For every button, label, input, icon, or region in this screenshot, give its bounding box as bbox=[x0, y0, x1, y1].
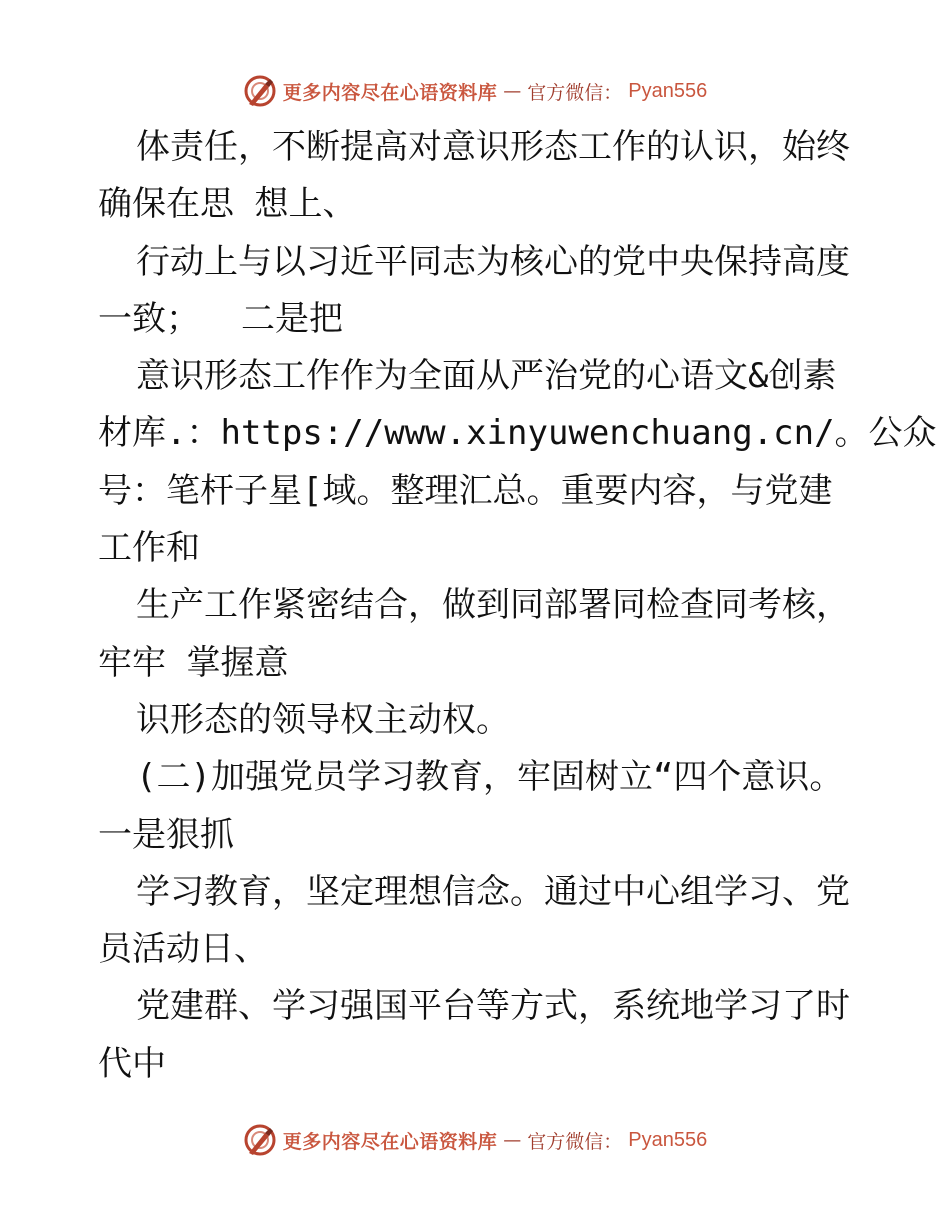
text-line: 号：笔杆子星[域。整理汇总。重要内容，与党建 bbox=[98, 470, 833, 511]
text-line: 员活动日、 bbox=[98, 929, 268, 970]
document-body bbox=[98, 119, 937, 1093]
footer-wechat-label: 官方微信： bbox=[527, 1130, 623, 1153]
text-line: 学习教育，坚定理想信念。通过中心组学习、党 bbox=[136, 871, 850, 912]
text-line: 体责任，不断提高对意识形态工作的认识，始终 bbox=[136, 127, 850, 167]
text-line: 牢牢 掌握意 bbox=[98, 642, 289, 683]
pen-logo-icon bbox=[243, 74, 277, 108]
text-line: 材库.：https://www.xinyuwenchuang.cn/。公众 bbox=[98, 413, 937, 454]
paragraph bbox=[98, 749, 858, 806]
footer-brand-text: 更多内容尽在心语资料库 bbox=[282, 1130, 498, 1153]
header-separator: — bbox=[503, 80, 522, 102]
text-line: 一是狠抓 bbox=[98, 814, 234, 855]
text-line: 生产工作紧密结合，做到同部署同检查同考核， bbox=[136, 585, 850, 626]
paragraph bbox=[98, 348, 858, 405]
footer-wechat-id: Pyan556 bbox=[628, 1128, 708, 1151]
text-line: 代中 bbox=[98, 1043, 166, 1084]
paragraph bbox=[98, 692, 858, 749]
text-line: 工作和 bbox=[98, 528, 200, 569]
text-line: 确保在思 想上、 bbox=[98, 184, 357, 225]
paragraph bbox=[98, 234, 858, 291]
pen-logo-icon bbox=[243, 1123, 277, 1157]
paragraph bbox=[98, 119, 858, 176]
header-brand-text: 更多内容尽在心语资料库 bbox=[282, 81, 498, 104]
text-line: (二)加强党员学习教育，牢固树立“四个意识。 bbox=[136, 757, 844, 798]
footer-separator: — bbox=[503, 1129, 522, 1151]
text-line: 行动上与以习近平同志为核心的党中央保持高度 bbox=[136, 241, 850, 282]
text-line: 一致； 二是把 bbox=[98, 298, 343, 339]
header-banner bbox=[0, 71, 950, 111]
paragraph bbox=[98, 978, 858, 1035]
text-line: 识形态的领导权主动权。 bbox=[136, 699, 510, 740]
paragraph bbox=[98, 577, 858, 634]
footer-banner bbox=[0, 1120, 950, 1160]
text-line: 意识形态工作作为全面从严治党的心语文&创素 bbox=[136, 356, 837, 397]
paragraph bbox=[98, 864, 858, 921]
text-line: 党建群、学习强国平台等方式，系统地学习了时 bbox=[136, 986, 850, 1027]
header-wechat-label: 官方微信： bbox=[527, 81, 623, 104]
header-wechat-id: Pyan556 bbox=[628, 79, 708, 102]
